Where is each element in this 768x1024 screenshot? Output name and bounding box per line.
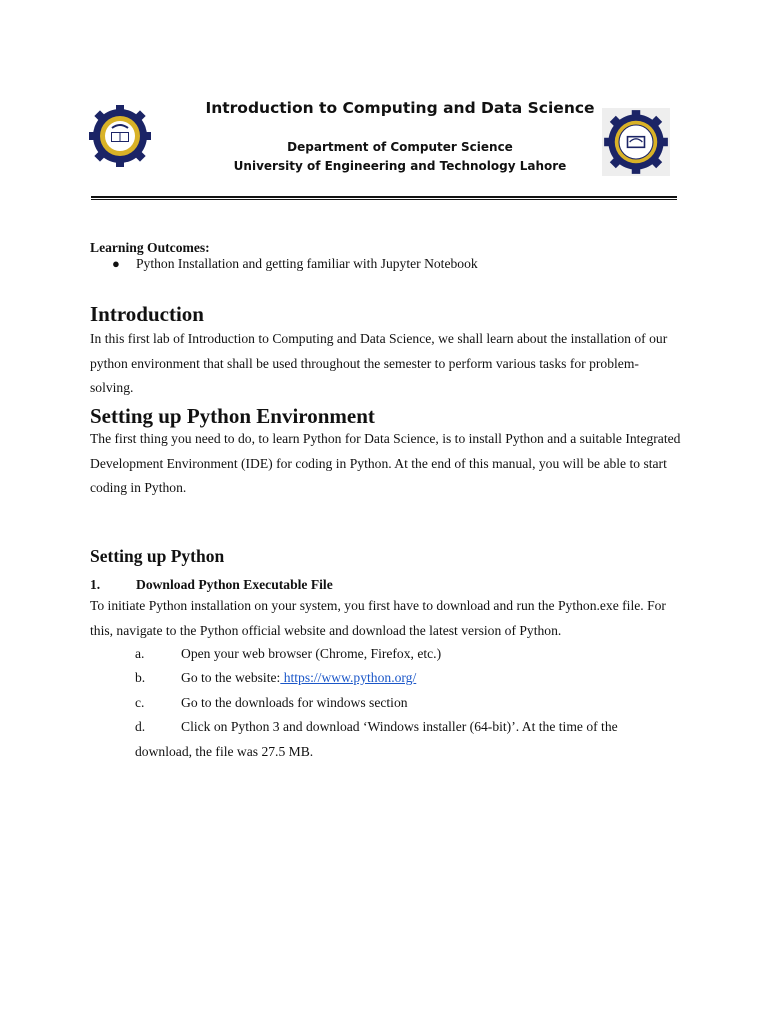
university-name: University of Engineering and Technology Lahore: [233, 159, 567, 173]
header-divider-secondary: [91, 199, 677, 200]
list-item-text: Click on Python 3 and download ‘Windows installer (64-bit)’. At the time of the: [181, 719, 618, 734]
list-item-text: Open your web browser (Chrome, Firefox, etc.): [181, 646, 442, 661]
list-item-text: Go to the downloads for windows section: [181, 695, 408, 710]
setup-heading: Setting up Python: [90, 546, 225, 566]
document-title: Introduction to Computing and Data Science: [205, 99, 595, 117]
list-item-letter: d.: [135, 719, 146, 734]
environment-heading: Setting up Python Environment: [90, 404, 375, 428]
environment-paragraph: The first thing you need to do, to learn Python for Data Science, is to install Python and a suitable Integrated Development Environment (IDE) for coding in Python. At the end of this manual, you will be able to start coding in Python.: [90, 431, 681, 496]
introduction-paragraph: In this first lab of Introduction to Computing and Data Science, we shall learn about the installation of our python environment that shall be used throughout the semester to perform various tasks for problem-solving.: [90, 331, 668, 396]
introduction-heading: Introduction: [90, 302, 204, 326]
step-paragraph: To initiate Python installation on your system, you first have to download and run the Python.exe file. For this, navigate to the Python official website and download the latest version of Python.: [90, 598, 666, 638]
step-title: Download Python Executable File: [136, 577, 333, 592]
list-item-continuation: download, the file was 27.5 MB.: [135, 744, 314, 759]
python-website-link[interactable]: https://www.python.org/: [280, 670, 417, 685]
department-name: Department of Computer Science: [287, 140, 513, 154]
header-divider: [91, 196, 677, 198]
bullet-icon: ●: [112, 256, 120, 271]
uet-logo-left-icon: [88, 104, 152, 168]
uet-logo-right-icon: [602, 108, 670, 176]
learning-outcomes-title: Learning Outcomes:: [90, 240, 210, 255]
list-item-letter: b.: [135, 670, 146, 685]
list-item-website: [181, 670, 416, 686]
step-number: 1.: [90, 577, 101, 592]
list-item-letter: c.: [135, 695, 145, 710]
list-item-text: Go to the website:: [181, 670, 281, 685]
learning-outcome-item: Python Installation and getting familiar with Jupyter Notebook: [136, 256, 478, 271]
list-item-letter: a.: [135, 646, 145, 661]
